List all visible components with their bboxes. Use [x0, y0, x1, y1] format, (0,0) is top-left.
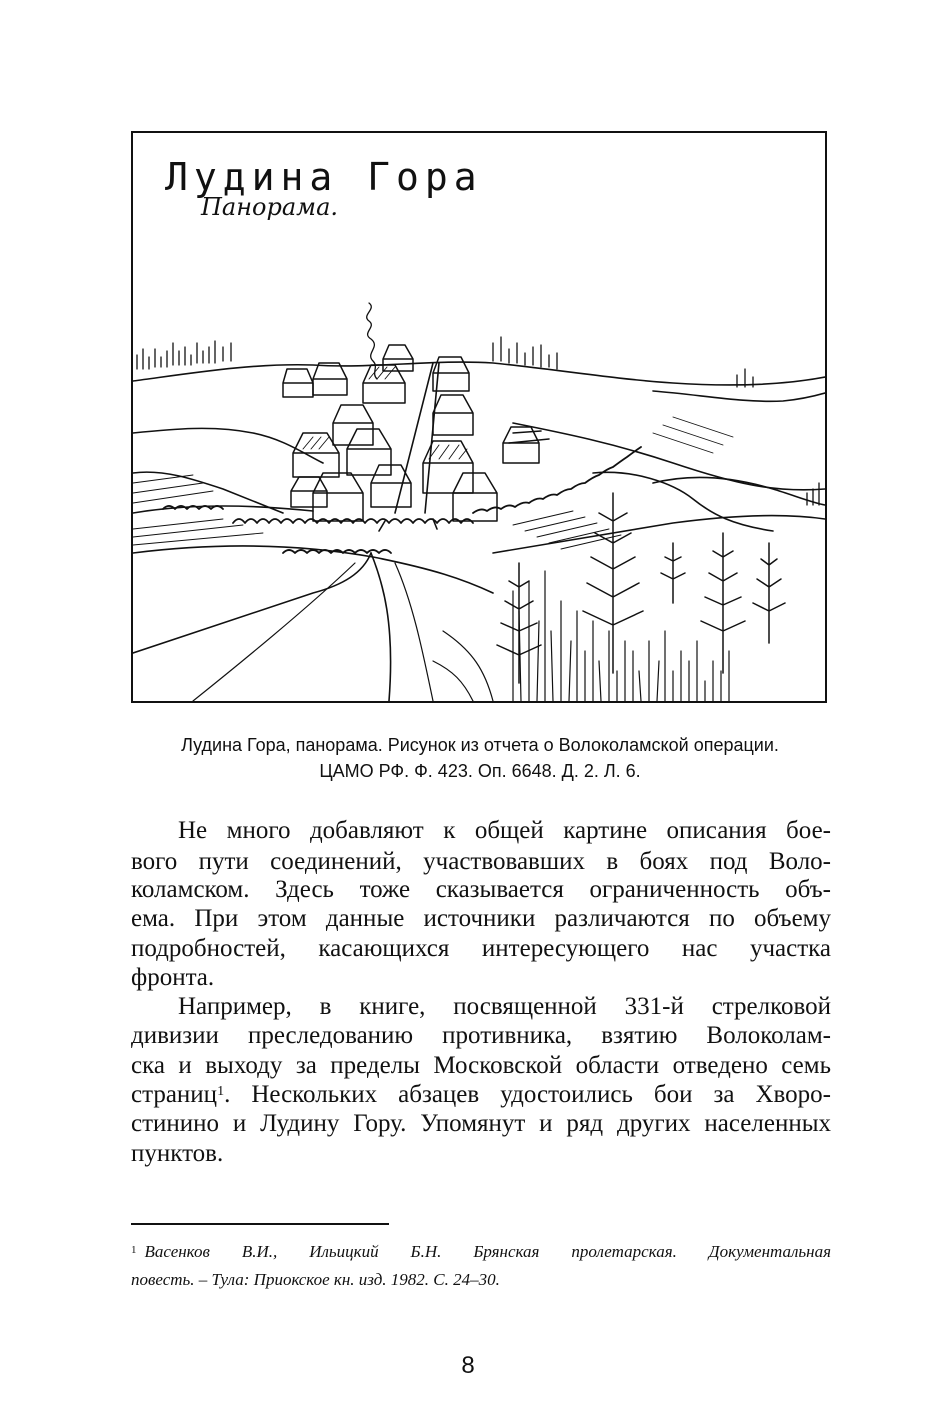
paragraph-1-line-5: подробностей, касающихся интересующего нас участка [131, 935, 831, 962]
figure-caption-line-2: ЦАМО РФ. Ф. 423. Оп. 6648. Д. 2. Л. 6. [319, 761, 641, 781]
paragraph-2-line-3: ска и выходу за пределы Московской области отведено семь [131, 1052, 831, 1079]
paragraph-2-line-4-start: страниц [131, 1081, 218, 1108]
paragraph-2-line-4-end: . Нескольких абзацев удостоились бои за Хворо- [224, 1081, 831, 1108]
footnote-rule [131, 1223, 389, 1225]
figure-caption-line-1: Лудина Гора, панорама. Рисунок из отчета о Волоколамской операции. [181, 735, 779, 755]
paragraph-1-line-4: ема. При этом данные источники различаются по объему [131, 905, 831, 932]
paragraph-2-line-1: Например, в книге, посвященной 331-й стрелковой [178, 993, 831, 1020]
footnote-line-2: повесть. – Тула: Приокское кн. изд. 1982. С. 24–30. [131, 1270, 500, 1289]
page-number: 8 [461, 1352, 475, 1379]
paragraph-1-line-3: коламском. Здесь тоже сказывается ограниченность объ- [131, 876, 831, 903]
paragraph-2-line-4 [131, 1079, 831, 1111]
conifer-trees [497, 493, 785, 683]
sketch-subtitle: Панорама. [201, 193, 339, 221]
paragraph-1-line-6: фронта. [131, 964, 215, 991]
foreground-grass [433, 571, 729, 701]
footnote-reference: 1 [217, 1084, 225, 1099]
trench-lines [163, 447, 641, 553]
paragraph-2-line-5: стинино и Лудину Гору. Упомянут и ряд других населенных [131, 1110, 831, 1137]
footnote-line-1 [131, 1238, 831, 1266]
field-hatching [133, 417, 733, 549]
footnote-text-1: Васенков В.И., Ильицкий Б.Н. Брянская пролетарская. Документальная [144, 1242, 831, 1261]
paragraph-2-line-6: пунктов. [131, 1140, 224, 1167]
panorama-illustration [131, 131, 827, 703]
paragraph-1-line-2: вого пути соединений, участвовавших в боях под Воло- [131, 848, 831, 875]
paragraph-1-line-1: Не много добавляют к общей картине описания бое- [178, 817, 831, 844]
paragraph-2-line-2: дивизии преследованию противника, взятию Волоколам- [131, 1022, 831, 1049]
sketch-title: Лудина Гора [165, 155, 483, 199]
panorama-sketch [133, 133, 825, 701]
footnote-mark: 1 [131, 1244, 137, 1256]
smoke-plume [367, 303, 377, 379]
